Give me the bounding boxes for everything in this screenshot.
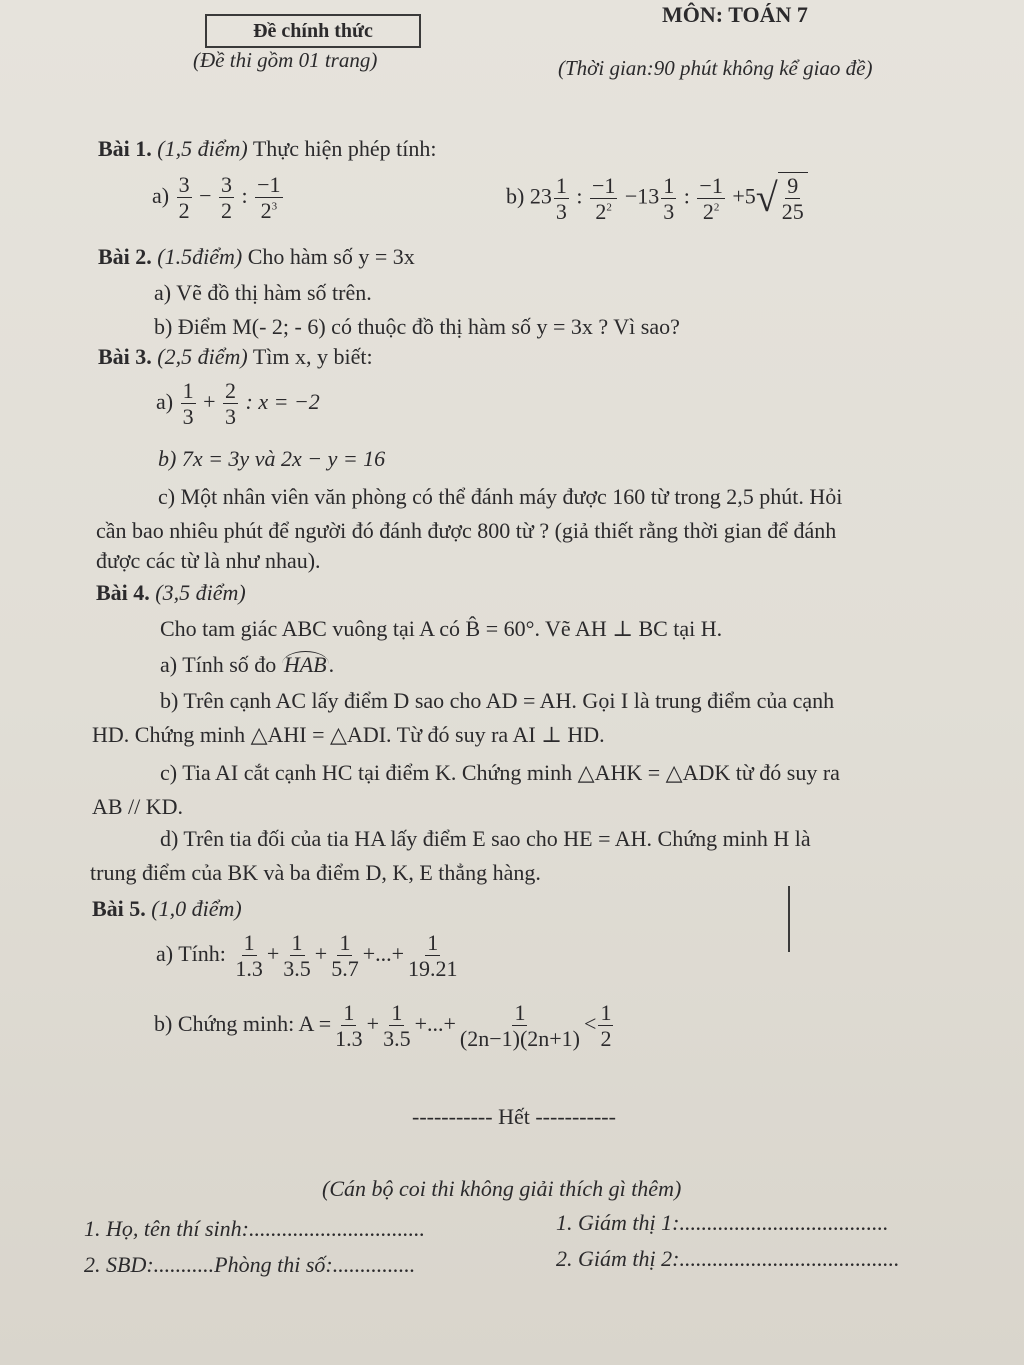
bai5-a-expression: a) Tính: $\frac{1}{1.3}$ + $\frac{1}{3.5}$ + $\frac{1}{5.7}$ +...+ $\frac{1}{19.21}$ bbox=[156, 930, 458, 982]
bai4-c-line1: c) Tia AI cắt cạnh HC tại điểm K. Chứng minh △AHK = △ADK từ đó suy ra bbox=[160, 760, 840, 785]
bai3-b: b) 7x = 3y và 2x − y = 16 bbox=[158, 446, 386, 471]
bai4-b-line2: HD. Chứng minh △AHI = △ADI. Từ đó suy ra AI ⊥ HD. bbox=[92, 722, 605, 747]
bai1-b-expression: b) 23 $\frac{1}{3}$ : $\frac{-1}{2^2}$ −13 $\frac{1}{3}$ : $\frac{-1}{2^2}$ +5 √ $\frac{9}{25}$ bbox=[506, 172, 808, 225]
bai5-b-expression: b) Chứng minh: A = $\frac{1}{1.3}$ + $\frac{1}{3.5}$ +...+ $\frac{1}{(2n-1)(2n+1)}$ < $\frac{1}{2}$ bbox=[154, 1000, 612, 1052]
bai2-b: b) Điểm M(- 2; - 6) có thuộc đồ thị hàm số y = 3x ? Vì sao? bbox=[154, 314, 680, 339]
bai2-heading: Bài 2. (1.5điểm) Cho hàm số y = 3x bbox=[98, 244, 415, 269]
subject-title: MÔN: TOÁN 7 bbox=[662, 2, 808, 27]
bai4-d-line1: d) Trên tia đối của tia HA lấy điểm E sao cho HE = AH. Chứng minh H là bbox=[160, 826, 811, 851]
time-note: (Thời gian:90 phút không kể giao đề) bbox=[558, 56, 873, 80]
proctor1-field: 1. Giám thị 1:...................................... bbox=[556, 1210, 889, 1235]
pen-mark bbox=[788, 886, 790, 952]
bai4-c-line2: AB // KD. bbox=[92, 794, 184, 819]
bai3-c-line2: cần bao nhiêu phút để người đó đánh được 800 từ ? (giả thiết rằng thời gian để đánh bbox=[96, 518, 837, 543]
bai3-c-line3: được các từ là như nhau). bbox=[96, 548, 321, 573]
bai3-c-line1: c) Một nhân viên văn phòng có thể đánh máy được 160 từ trong 2,5 phút. Hỏi bbox=[158, 484, 843, 509]
bai5-heading: Bài 5. (1,0 điểm) bbox=[92, 896, 242, 921]
proctor-note: (Cán bộ coi thi không giải thích gì thêm) bbox=[322, 1176, 682, 1201]
candidate-name-field: 1. Họ, tên thí sinh:................................ bbox=[84, 1216, 425, 1241]
end-marker: ----------- Hết ----------- bbox=[412, 1104, 616, 1129]
proctor2-field: 2. Giám thị 2:........................................ bbox=[556, 1246, 900, 1271]
bai2-a: a) Vẽ đồ thị hàm số trên. bbox=[154, 280, 372, 305]
bai1-a-expression: a) $\frac{3}{2}$ − $\frac{3}{2}$ : $\frac{-1}{2^3}$ bbox=[152, 172, 281, 224]
candidate-id-field: 2. SBD:...........Phòng thi số:............... bbox=[84, 1252, 416, 1277]
bai3-heading: Bài 3. (2,5 điểm) Tìm x, y biết: bbox=[98, 344, 373, 369]
official-label: Đề chính thức bbox=[205, 14, 421, 48]
bai4-d-line2: trung điểm của BK và ba điểm D, K, E thẳng hàng. bbox=[90, 860, 541, 885]
bai1-heading: Bài 1. (1,5 điểm) Thực hiện phép tính: bbox=[98, 136, 437, 161]
page-count-note: (Đề thi gồm 01 trang) bbox=[193, 48, 378, 72]
bai4-a: a) Tính số đo HAB. bbox=[160, 652, 335, 677]
bai4-heading: Bài 4. (3,5 điểm) bbox=[96, 580, 246, 605]
bai3-a-expression: a) $\frac{1}{3}$ + $\frac{2}{3}$ : x = −2 bbox=[156, 378, 320, 430]
bai4-b-line1: b) Trên cạnh AC lấy điểm D sao cho AD = AH. Gọi I là trung điểm của cạnh bbox=[160, 688, 835, 713]
bai4-intro: Cho tam giác ABC vuông tại A có B̂ = 60°. Vẽ AH ⊥ BC tại H. bbox=[160, 616, 723, 641]
